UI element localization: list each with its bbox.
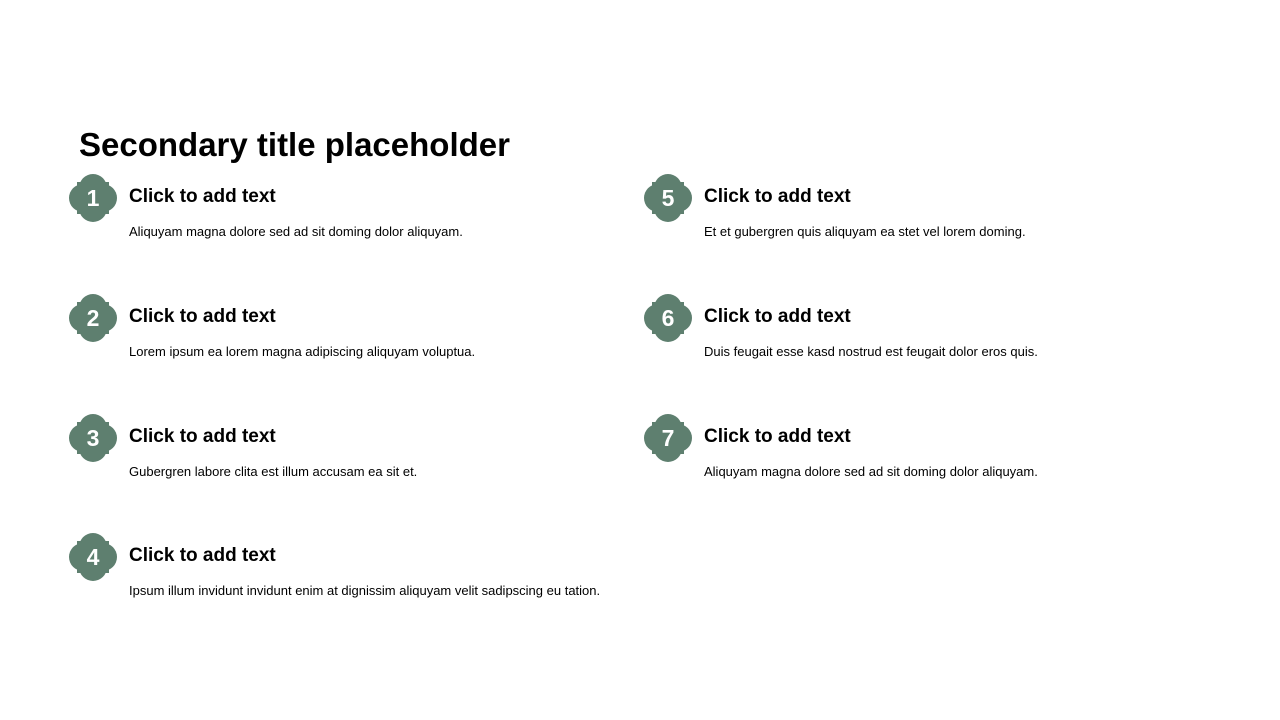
list-item-1: [69, 174, 629, 254]
number-badge: [69, 174, 117, 222]
number-badge: [69, 414, 117, 462]
item-description[interactable]: Aliquyam magna dolore sed ad sit doming dolor aliquyam.: [704, 464, 1038, 479]
list-item-7: [644, 414, 1204, 494]
badge-number: 3: [86, 425, 100, 451]
item-heading[interactable]: Click to add text: [129, 426, 276, 447]
number-badge: [644, 294, 692, 342]
list-item-5: [644, 174, 1204, 254]
slide-title[interactable]: Secondary title placeholder: [79, 126, 510, 163]
badge-number: 4: [86, 544, 100, 570]
number-badge: [69, 533, 117, 581]
list-item-6: [644, 294, 1204, 374]
item-heading[interactable]: Click to add text: [704, 186, 851, 207]
item-heading[interactable]: Click to add text: [704, 306, 851, 327]
badge-number: 2: [86, 305, 100, 331]
number-badge: [644, 414, 692, 462]
item-description[interactable]: Lorem ipsum ea lorem magna adipiscing aliquyam voluptua.: [129, 344, 476, 359]
badge-number: 1: [86, 185, 100, 211]
item-heading[interactable]: Click to add text: [129, 186, 276, 207]
number-badge: [69, 294, 117, 342]
badge-number: 6: [661, 305, 675, 331]
item-description[interactable]: Et et gubergren quis aliquyam ea stet vel lorem doming.: [704, 224, 1026, 239]
item-description[interactable]: Duis feugait esse kasd nostrud est feugait dolor eros quis.: [704, 344, 1038, 359]
item-heading[interactable]: Click to add text: [129, 545, 276, 566]
list-item-3: [69, 414, 629, 494]
item-description[interactable]: Ipsum illum invidunt invidunt enim at dignissim aliquyam velit sadipscing eu tation.: [129, 583, 601, 598]
list-item-4: [69, 533, 629, 613]
list-item-2: [69, 294, 629, 374]
number-badge: [644, 174, 692, 222]
item-heading[interactable]: Click to add text: [129, 306, 276, 327]
item-heading[interactable]: Click to add text: [704, 426, 851, 447]
badge-number: 7: [661, 425, 675, 451]
item-description[interactable]: Aliquyam magna dolore sed ad sit doming dolor aliquyam.: [129, 224, 463, 239]
item-description[interactable]: Gubergren labore clita est illum accusam ea sit et.: [129, 464, 418, 479]
badge-number: 5: [661, 185, 675, 211]
